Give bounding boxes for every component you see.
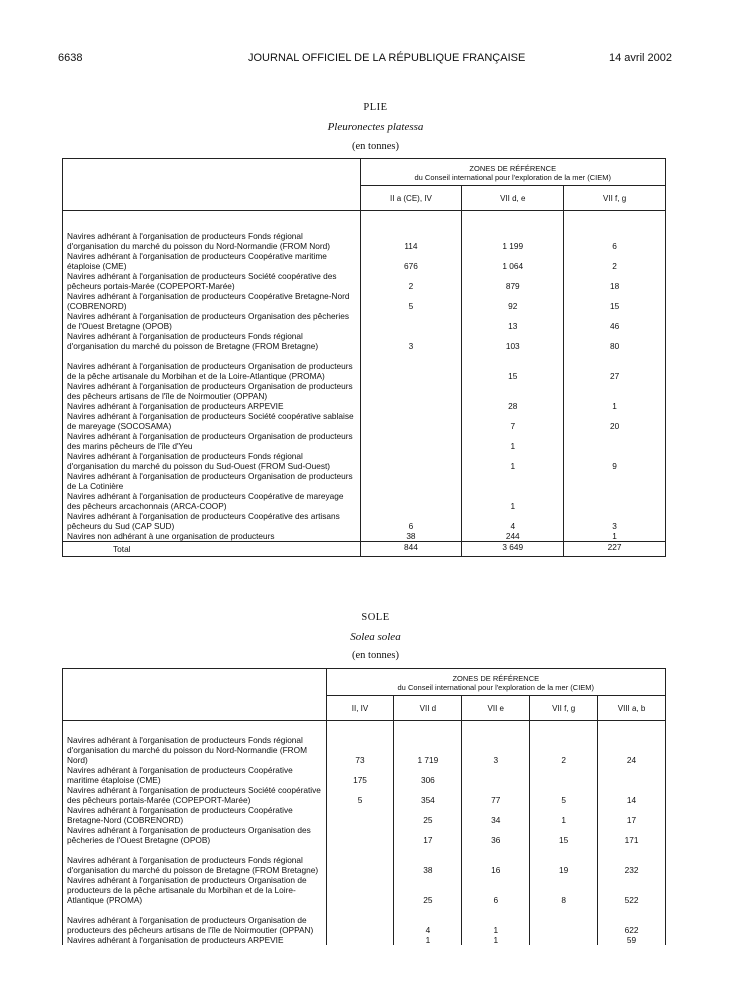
table-cell (462, 785, 529, 805)
table-cell (530, 875, 597, 905)
row-label-text: Navires adhérant à l'organisation de producteurs Fonds régional d'organisation du marché du poisson de Bretagne (FROM Bretagne) (67, 855, 319, 875)
cell-value: 2 (561, 755, 566, 765)
row-label (63, 431, 360, 451)
cell-value: 103 (505, 341, 520, 351)
sole-col-header: VII e (462, 696, 530, 721)
plie-unit: (en tonnes) (352, 141, 399, 152)
plie-col-header: II a (CE), IV (360, 186, 462, 211)
cell-value: 38 (406, 531, 416, 541)
row-label (63, 351, 360, 381)
cell-value: 4 (510, 521, 516, 531)
table-cell (361, 451, 462, 471)
sole-col-header: VII d (394, 696, 462, 721)
table-cell (530, 825, 597, 845)
cell-value: 522 (624, 895, 639, 905)
plie-col-header: VII f, g (564, 186, 666, 211)
table-cell (564, 451, 665, 471)
row-label (63, 401, 360, 411)
row-label-text: Navires non adhérant à une organisation de producteurs (67, 531, 275, 541)
table-cell (462, 271, 563, 291)
row-label (63, 511, 360, 531)
cell-value: 1 (510, 461, 516, 471)
plie-total-row (63, 542, 666, 557)
cell-value: 14 (626, 795, 637, 805)
row-label (63, 735, 326, 765)
cell-value: 3 (612, 521, 617, 531)
row-label-text: Navires adhérant à l'organisation de producteurs Fonds régional d'organisation du marché du poisson de Bretagne (FROM Bretagne) (67, 331, 319, 351)
row-label-text: Navires adhérant à l'organisation de producteurs Fonds régional d'organisation du marché du poisson du Nord-Normandie (FROM Nord) (67, 735, 308, 765)
cell-value: 622 (624, 925, 639, 935)
cell-value: 6 (408, 521, 414, 531)
table-cell (394, 875, 461, 905)
table-cell (530, 765, 597, 785)
cell-value: 306 (420, 775, 435, 785)
row-label (63, 381, 360, 401)
table-cell (598, 785, 665, 805)
row-label (63, 491, 360, 511)
table-cell (462, 291, 563, 311)
sole-zones-header (326, 669, 665, 696)
row-label-text: Navires adhérant à l'organisation de producteurs Coopérative maritime étaploise (CME) (67, 251, 327, 271)
row-label-text: Navires adhérant à l'organisation de producteurs Coopérative Bretagne-Nord (COBRENORD) (67, 805, 293, 825)
cell-value: 3 (408, 341, 414, 351)
table-cell (462, 511, 563, 531)
table-cell (462, 735, 529, 765)
cell-value: 3 (493, 755, 499, 765)
cell-value: 1 (612, 531, 617, 541)
table-cell (361, 511, 462, 531)
table-cell (530, 735, 597, 765)
cell-value: 1 (510, 501, 516, 511)
cell-value: 879 (505, 281, 520, 291)
cell-value: 9 (612, 461, 617, 471)
cell-value: 80 (609, 341, 620, 351)
sole-labels-col (63, 721, 327, 946)
row-label (63, 411, 360, 431)
sole-values-col-1 (394, 721, 462, 946)
row-label (63, 231, 360, 251)
table-cell (462, 311, 563, 331)
table-cell (361, 251, 462, 271)
row-label-text: Navires adhérant à l'organisation de producteurs Organisation de producteurs des pêcheurs artisans de l'île de Noirmoutier (OPPAN) (67, 381, 353, 401)
row-label-text: Navires adhérant à l'organisation de producteurs Organisation de producteurs de la pêche artisanale du Morbihan et de la Loire-Atlantique (PROMA) (67, 875, 307, 905)
publication-date: 14 avril 2002 (609, 52, 672, 64)
table-cell (564, 351, 665, 381)
table-cell (394, 735, 461, 765)
row-label (63, 471, 360, 491)
cell-value: 1 064 (502, 261, 524, 271)
table-cell (564, 531, 665, 541)
cell-value: 6 (493, 895, 499, 905)
plie-total-value: 3 649 (462, 542, 564, 557)
row-label-text: Navires adhérant à l'organisation de producteurs Organisation de producteurs de La Cotinière (67, 471, 353, 491)
cell-value: 73 (355, 755, 365, 765)
sole-col-header: VII f, g (530, 696, 598, 721)
table-cell (564, 471, 665, 491)
table-cell (361, 401, 462, 411)
table-cell (361, 381, 462, 401)
table-cell (564, 331, 665, 351)
cell-value: 19 (559, 865, 569, 875)
plie-title: PLIE (363, 102, 388, 113)
table-cell (394, 785, 461, 805)
table-cell (327, 805, 394, 825)
cell-value: 2 (408, 281, 414, 291)
cell-value: 232 (624, 865, 639, 875)
table-cell (361, 231, 462, 251)
row-label-text: Navires adhérant à l'organisation de producteurs ARPEVIE (67, 401, 284, 411)
cell-value: 244 (505, 531, 520, 541)
table-cell (361, 531, 462, 541)
table-cell (598, 805, 665, 825)
table-cell (327, 785, 394, 805)
cell-value: 114 (404, 241, 418, 251)
table-cell (530, 935, 597, 945)
row-label-text: Navires adhérant à l'organisation de producteurs Société coopérative des pêcheurs portais-Marée (COPEPORT-Marée) (67, 271, 337, 291)
table-cell (361, 271, 462, 291)
plie-zones-header (360, 159, 665, 186)
sole-latin-name: Solea solea (350, 631, 401, 643)
row-label (63, 331, 360, 351)
cell-value: 36 (491, 835, 501, 845)
table-cell (462, 935, 529, 945)
table-cell (598, 905, 665, 935)
row-label (63, 845, 326, 875)
table-cell (361, 411, 462, 431)
table-cell (361, 431, 462, 451)
sole-values-col-0 (326, 721, 394, 946)
table-cell (564, 291, 665, 311)
cell-value: 8 (561, 895, 566, 905)
table-cell (462, 905, 529, 935)
plie-body (63, 211, 666, 542)
table-cell (564, 411, 665, 431)
row-label-text: Navires adhérant à l'organisation de producteurs Coopérative maritime étaploise (CME) (67, 765, 293, 785)
table-cell (361, 471, 462, 491)
cell-value: 46 (609, 321, 620, 331)
plie-values-col-0 (360, 211, 462, 542)
table-cell (530, 905, 597, 935)
row-label (63, 451, 360, 471)
row-label-text: Navires adhérant à l'organisation de producteurs Société coopérative sablaise de mareyage (SOCOSAMA) (67, 411, 354, 431)
table-cell (394, 845, 461, 875)
table-cell (327, 905, 394, 935)
table-cell (462, 805, 529, 825)
table-cell (530, 845, 597, 875)
plie-zones-subtitle: du Conseil international pour l'exploration de la mer (CIEM) (414, 173, 612, 182)
sole-body (63, 721, 666, 946)
sole-table (62, 668, 666, 945)
table-cell (598, 845, 665, 875)
cell-value: 15 (609, 301, 620, 311)
sole-zones-title: ZONES DE RÉFÉRENCE (452, 674, 540, 683)
cell-value: 15 (508, 371, 518, 381)
cell-value: 25 (423, 815, 433, 825)
plie-zones-title: ZONES DE RÉFÉRENCE (469, 164, 557, 173)
plie-row-header-cell (63, 159, 361, 211)
cell-value: 34 (491, 815, 501, 825)
row-label (63, 805, 326, 825)
row-label (63, 905, 326, 935)
sole-col-header: II, IV (326, 696, 394, 721)
cell-value: 28 (508, 401, 518, 411)
table-cell (394, 765, 461, 785)
sole-col-header: VIII a, b (598, 696, 666, 721)
table-cell (394, 935, 461, 945)
table-cell (361, 351, 462, 381)
cell-value: 1 (612, 401, 617, 411)
table-cell (530, 805, 597, 825)
cell-value: 4 (425, 925, 431, 935)
cell-value: 175 (353, 775, 367, 785)
row-label (63, 531, 360, 541)
table-cell (462, 401, 563, 411)
cell-value: 2 (612, 261, 617, 271)
table-cell (598, 935, 665, 945)
row-label (63, 875, 326, 905)
row-label-text: Navires adhérant à l'organisation de producteurs Coopérative des artisans pêcheurs du Sud (CAP SUD) (67, 511, 340, 531)
plie-values-col-1 (462, 211, 564, 542)
table-cell (564, 431, 665, 451)
table-cell (462, 381, 563, 401)
plie-col-header: VII d, e (462, 186, 564, 211)
plie-total-label: Total (63, 542, 361, 557)
cell-value: 17 (626, 815, 637, 825)
plie-latin-name: Pleuronectes platessa (327, 121, 424, 133)
table-cell (327, 875, 394, 905)
cell-value: 1 (510, 441, 516, 451)
row-label (63, 311, 360, 331)
row-label (63, 765, 326, 785)
table-cell (462, 451, 563, 471)
cell-value: 17 (423, 835, 433, 845)
row-label (63, 935, 326, 945)
table-cell (462, 431, 563, 451)
table-cell (394, 805, 461, 825)
table-cell (462, 411, 563, 431)
row-label-text: Navires adhérant à l'organisation de producteurs Coopérative de mareyage des pêcheurs arcachonnais (ARCA-COOP) (67, 491, 344, 511)
table-cell (462, 351, 563, 381)
cell-value: 20 (609, 421, 620, 431)
cell-value: 16 (491, 865, 501, 875)
cell-value: 13 (508, 321, 518, 331)
row-label-text: Navires adhérant à l'organisation de producteurs Fonds régional d'organisation du marché du poisson du Sud-Ouest (FROM Sud-Ouest) (67, 451, 331, 471)
row-label-text: Navires adhérant à l'organisation de producteurs Organisation de producteurs des marins pêcheurs de l'île d'Yeu (67, 431, 353, 451)
table-cell (361, 291, 462, 311)
table-cell (327, 935, 394, 945)
table-cell (564, 251, 665, 271)
row-label (63, 291, 360, 311)
cell-value: 5 (408, 301, 414, 311)
cell-value: 92 (508, 301, 518, 311)
table-cell (361, 311, 462, 331)
row-label-text: Navires adhérant à l'organisation de producteurs ARPEVIE (67, 935, 284, 945)
table-cell (462, 471, 563, 491)
cell-value: 354 (420, 795, 435, 805)
sole-values-col-3 (530, 721, 598, 946)
journal-title: JOURNAL OFFICIEL DE LA RÉPUBLIQUE FRANÇAISE (248, 52, 526, 64)
sole-values-col-4 (598, 721, 666, 946)
cell-value: 18 (609, 281, 620, 291)
table-cell (564, 381, 665, 401)
table-cell (361, 491, 462, 511)
row-label-text: Navires adhérant à l'organisation de producteurs Organisation des pêcheries de l'Ouest Bretagne (OPOB) (67, 311, 350, 331)
cell-value: 15 (559, 835, 569, 845)
table-cell (394, 905, 461, 935)
sole-unit: (en tonnes) (352, 650, 399, 661)
table-cell (462, 251, 563, 271)
table-cell (564, 491, 665, 511)
plie-total-value: 844 (360, 542, 462, 557)
row-label (63, 825, 326, 845)
sole-row-header-cell (63, 669, 327, 721)
row-label-text: Navires adhérant à l'organisation de producteurs Organisation de producteurs des pêcheurs artisans de l'île de Noirmoutier (OPPAN) (67, 915, 314, 935)
sole-title: SOLE (361, 612, 390, 623)
table-cell (598, 735, 665, 765)
row-label (63, 271, 360, 291)
table-cell (327, 845, 394, 875)
cell-value: 1 (561, 815, 566, 825)
table-cell (564, 311, 665, 331)
table-cell (564, 271, 665, 291)
cell-value: 1 719 (417, 755, 439, 765)
table-cell (462, 825, 529, 845)
cell-value: 77 (491, 795, 501, 805)
sole-values-col-2 (462, 721, 530, 946)
row-label-text: Navires adhérant à l'organisation de producteurs Fonds régional d'organisation du marché du poisson du Nord-Normandie (FROM Nord) (67, 231, 331, 251)
cell-value: 5 (561, 795, 566, 805)
row-label (63, 251, 360, 271)
table-cell (394, 825, 461, 845)
page-number: 6638 (58, 52, 83, 64)
plie-labels-col (63, 211, 361, 542)
cell-value: 7 (510, 421, 516, 431)
table-cell (598, 825, 665, 845)
row-label-text: Navires adhérant à l'organisation de producteurs Organisation de producteurs de la pêche artisanale du Morbihan et de la Loire-Atlantique (PROMA) (67, 361, 353, 381)
row-label-text: Navires adhérant à l'organisation de producteurs Coopérative Bretagne-Nord (COBRENORD) (67, 291, 350, 311)
table-cell (462, 531, 563, 541)
table-cell (564, 511, 665, 531)
cell-value: 1 (493, 925, 499, 935)
plie-table (62, 158, 666, 557)
table-cell (530, 785, 597, 805)
table-cell (462, 765, 529, 785)
table-cell (598, 765, 665, 785)
cell-value: 27 (609, 371, 620, 381)
table-cell (462, 875, 529, 905)
table-cell (462, 331, 563, 351)
table-cell (327, 825, 394, 845)
table-cell (361, 331, 462, 351)
cell-value: 1 (425, 935, 431, 945)
cell-value: 38 (423, 865, 433, 875)
cell-value: 1 199 (502, 241, 524, 251)
sole-zones-subtitle: du Conseil international pour l'exploration de la mer (CIEM) (397, 683, 595, 692)
table-cell (462, 845, 529, 875)
cell-value: 25 (423, 895, 433, 905)
table-cell (327, 765, 394, 785)
cell-value: 5 (357, 795, 363, 805)
table-cell (598, 875, 665, 905)
table-cell (462, 231, 563, 251)
table-cell (564, 401, 665, 411)
row-label-text: Navires adhérant à l'organisation de producteurs Organisation des pêcheries de l'Ouest Bretagne (OPOB) (67, 825, 311, 845)
plie-total-value: 227 (564, 542, 666, 557)
cell-value: 59 (626, 935, 637, 945)
table-cell (462, 491, 563, 511)
cell-value: 676 (404, 261, 418, 271)
plie-values-col-2 (564, 211, 666, 542)
row-label (63, 785, 326, 805)
cell-value: 6 (612, 241, 617, 251)
table-cell (564, 231, 665, 251)
cell-value: 1 (493, 935, 499, 945)
table-cell (327, 735, 394, 765)
row-label-text: Navires adhérant à l'organisation de producteurs Société coopérative des pêcheurs portais-Marée (COPEPORT-Marée) (67, 785, 321, 805)
cell-value: 24 (626, 755, 637, 765)
cell-value: 171 (624, 835, 639, 845)
